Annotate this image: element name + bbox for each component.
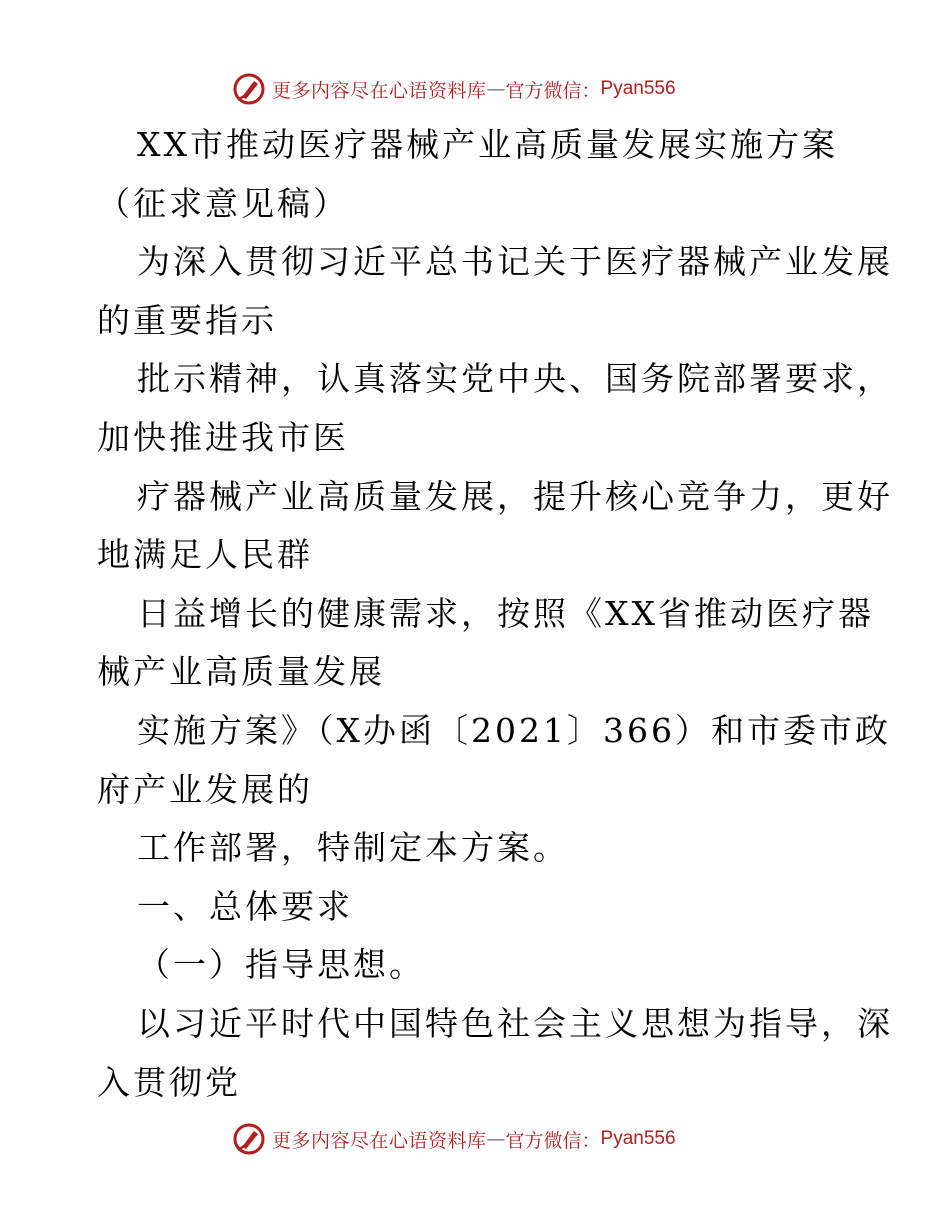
watermark-contact-label: 官方微信： (505, 79, 601, 102)
watermark-contact-label: 官方微信： (505, 1129, 601, 1152)
subsection-heading: （一）指导思想。 (137, 945, 425, 985)
document-body (97, 116, 893, 1112)
text-line: 日益增长的健康需求，按照《XX省推动医疗器 (137, 593, 874, 633)
text-line: 地满足人民群 (97, 535, 313, 575)
text-line: 府产业发展的 (97, 769, 313, 809)
quill-logo-icon (232, 72, 266, 106)
footer-watermark (232, 1122, 676, 1156)
quill-logo-icon (232, 1122, 266, 1156)
watermark-text: 更多内容尽在心语资料库 (272, 79, 487, 102)
text-line: 为深入贯彻习近平总书记关于医疗器械产业发展 (137, 242, 893, 282)
text-line: 入贯彻党 (97, 1062, 241, 1102)
text-line: 实施方案》（X办函〔2021〕366）和市委市政 (137, 710, 891, 750)
text-line: 批示精神，认真落实党中央、国务院部署要求， (137, 359, 893, 399)
text-line: 工作部署，特制定本方案。 (137, 828, 569, 868)
watermark-separator: — (486, 1128, 506, 1150)
text-line: 械产业高质量发展 (97, 652, 385, 692)
watermark-separator: — (486, 78, 506, 100)
watermark-text: 更多内容尽在心语资料库 (272, 1129, 487, 1152)
text-line: 疗器械产业高质量发展，提升核心竞争力，更好 (137, 476, 893, 516)
section-heading: 一、总体要求 (137, 886, 353, 926)
text-line: 加快推进我市医 (97, 417, 349, 457)
watermark-contact-id: Pyan556 (600, 78, 676, 99)
document-title: XX市推动医疗器械产业高质量发展实施方案 (137, 125, 838, 164)
watermark-contact-id: Pyan556 (600, 1128, 676, 1149)
header-watermark (232, 72, 676, 106)
text-line: 的重要指示 (97, 300, 277, 340)
text-line: （征求意见稿） (97, 183, 349, 223)
text-line: 以习近平时代中国特色社会主义思想为指导，深 (137, 1003, 893, 1043)
